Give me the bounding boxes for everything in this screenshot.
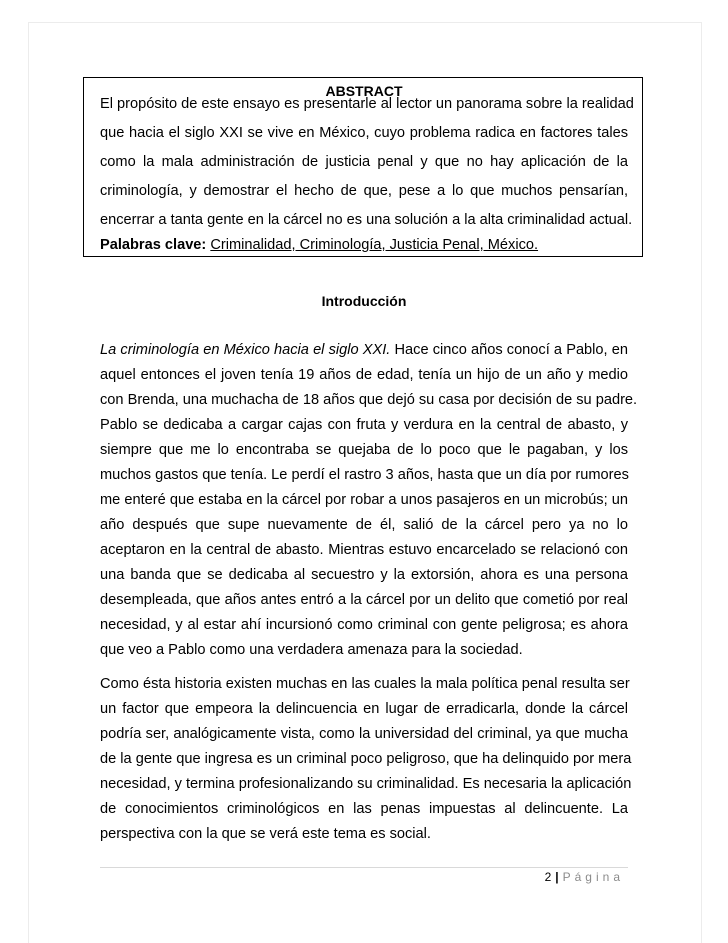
paragraph-line: una banda que se dedicaba al secuestro y la extorsión, ahora es una persona bbox=[100, 567, 628, 583]
keywords bbox=[100, 236, 628, 254]
paragraph-line: de conocimientos criminológicos en las penas impuestas al delincuente. La bbox=[100, 801, 628, 817]
paragraph-line: necesidad, y al estar ahí incursionó como criminal con gente peligrosa; es ahora bbox=[100, 617, 628, 633]
paragraph-line: me enteré que estaba en la cárcel por robar a unos pasajeros en un microbús; un bbox=[100, 492, 628, 508]
paragraph-line: un factor que empeora la delincuencia en lugar de erradicarla, donde la cárcel bbox=[100, 701, 628, 717]
paragraph-line: de la gente que ingresa es un criminal poco peligroso, que ha delinquido por mera bbox=[100, 751, 632, 767]
section-heading: Introducción bbox=[321, 293, 407, 309]
abstract-title: ABSTRACT bbox=[325, 83, 403, 99]
paragraph-line: podría ser, analógicamente vista, como la universidad del criminal, ya que mucha bbox=[100, 726, 628, 742]
paragraph-line: perspectiva con la que se verá este tema es social. bbox=[100, 826, 431, 842]
paragraph-line: aceptaron en la central de abasto. Mientras estuvo encarcelado se relacionó con bbox=[100, 542, 628, 558]
paragraph-line bbox=[100, 341, 628, 359]
paragraph-line: muchos gastos que tenía. Le perdí el rastro 3 años, hasta que un día por rumores bbox=[100, 467, 629, 483]
paragraph-line: aquel entonces el joven tenía 19 años de edad, tenía un hijo de un año y medio bbox=[100, 367, 628, 383]
abstract-line: criminología, y demostrar el hecho de que, pese a lo que muchos pensarían, bbox=[100, 183, 628, 199]
abstract-line: que hacia el siglo XXI se vive en México, cuyo problema radica en factores tales bbox=[100, 125, 628, 141]
footer-divider bbox=[100, 867, 628, 868]
abstract-line: encerrar a tanta gente en la cárcel no es una solución a la alta criminalidad actual. bbox=[100, 212, 633, 228]
paragraph-line: necesidad, y termina profesionalizando su criminalidad. Es necesaria la aplicación bbox=[100, 776, 632, 792]
paragraph-line: con Brenda, una muchacha de 18 años que dejó su casa por decisión de su padre. bbox=[100, 392, 638, 408]
paragraph-line: año después que supe nuevamente de él, salió de la cárcel pero ya no lo bbox=[100, 517, 628, 533]
abstract-line: El propósito de este ensayo es presentarle al lector un panorama sobre la realidad bbox=[100, 96, 634, 112]
paragraph-line: que veo a Pablo como una verdadera amenaza para la sociedad. bbox=[100, 642, 523, 658]
keywords-text: Criminalidad, Criminología, Justicia Penal, México. bbox=[210, 237, 539, 253]
page-word: Página bbox=[562, 870, 624, 884]
paragraph-line: Pablo se dedicaba a cargar cajas con fruta y verdura en la central de abasto, y bbox=[100, 417, 628, 433]
paragraph-line: Como ésta historia existen muchas en las cuales la mala política penal resulta ser bbox=[100, 676, 630, 692]
paragraph-text: Hace cinco años conocí a Pablo, en bbox=[390, 342, 628, 358]
keywords-label: Palabras clave: bbox=[100, 237, 207, 253]
paragraph-line: desempleada, que años antes entró a la cárcel por un delito que cometió por real bbox=[100, 592, 628, 608]
footer-separator: | bbox=[555, 870, 559, 884]
page-footer bbox=[545, 870, 624, 884]
page-number: 2 bbox=[544, 870, 552, 884]
paragraph-lead: La criminología en México hacia el siglo XXI. bbox=[100, 342, 391, 358]
abstract-line: como la mala administración de justicia penal y que no hay aplicación de la bbox=[100, 154, 628, 170]
paragraph-line: siempre que me lo encontraba se quejaba de lo poco que le pagaban, y los bbox=[100, 442, 628, 458]
